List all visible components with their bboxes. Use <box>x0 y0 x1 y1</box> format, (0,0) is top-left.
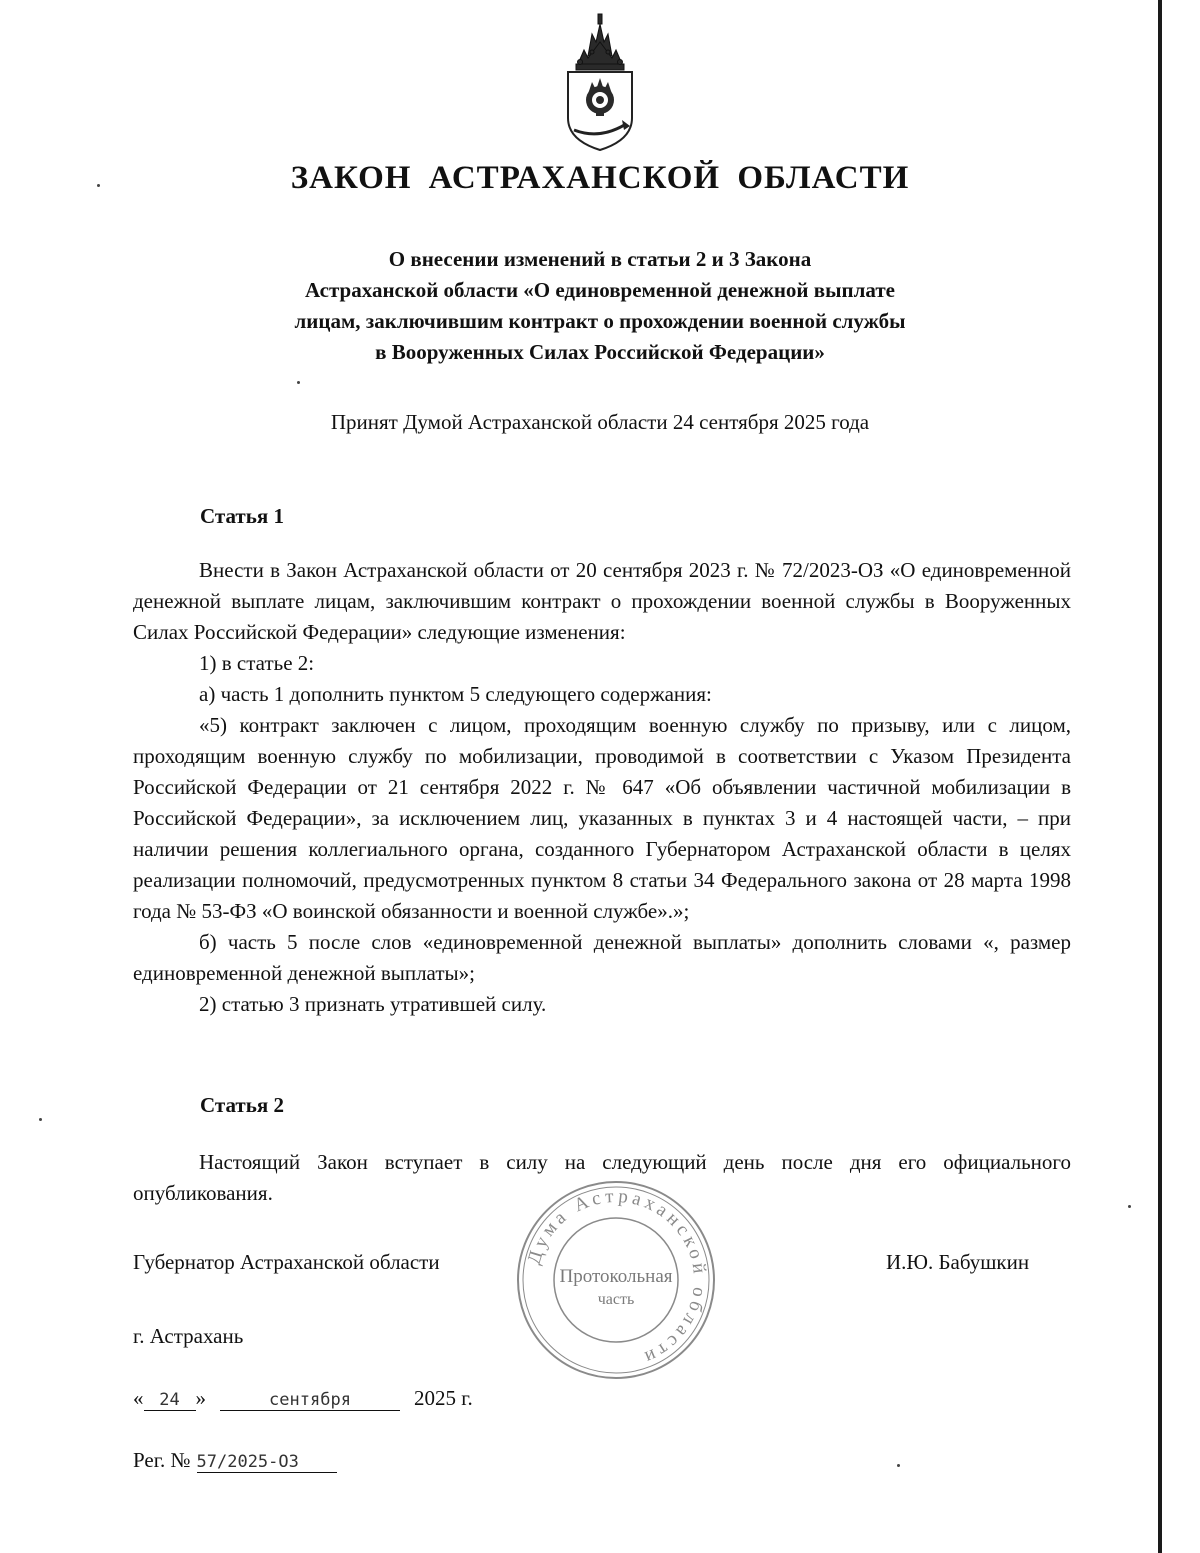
scan-speck <box>1128 1205 1131 1208</box>
subtitle-line: в Вооруженных Силах Российской Федерации» <box>375 340 825 364</box>
article-1-paragraph: б) часть 5 после слов «единовременной денежной выплаты» дополнить словами «, размер единовременной денежной выплаты»; <box>133 930 1071 985</box>
date-close-quote: » <box>195 1386 206 1410</box>
article-2-paragraph: Настоящий Закон вступает в силу на следующий день после дня его официального опубликования. <box>133 1150 1071 1205</box>
signing-date <box>133 1386 473 1411</box>
subtitle-line: О внесении изменений в статьи 2 и 3 Закона <box>388 247 812 271</box>
stamp-ring-text-path: Дума Астраханской области <box>523 1185 711 1370</box>
stamp-center-line-1: Протокольная <box>559 1266 673 1287</box>
article-1-paragraph: «5) контракт заключен с лицом, проходящим военную службу по призыву, или с лицом, проходящим военную службу по мобилизации, проводимой в соответствии с Указом Президента Российской Федерации от 21 сентября 2022 г. № 647 «Об объявлении частичной мобилизации в Российской Федерации», за исключением лиц, указанных в пунктах 3 и 4 настоящей части, – при наличии решения коллегиального органа, созданного Губернатором Астраханской области в целях реализации полномочий, предусмотренных пунктом 8 статьи 34 Федерального закона от 28 марта 1998 года № 53-ФЗ «О воинской обязанности и военной службе».»; <box>133 713 1071 923</box>
scan-speck <box>297 381 300 384</box>
article-1-title: Статья 1 <box>200 504 284 528</box>
article-1-body <box>133 555 1071 1020</box>
stamp-center-line-2: часть <box>597 1291 635 1308</box>
date-day: 24 <box>144 1390 196 1411</box>
scan-speck <box>39 1118 42 1121</box>
registration-number <box>133 1448 337 1473</box>
registration-value: 57/2025-ОЗ <box>197 1452 337 1473</box>
official-stamp <box>514 1178 718 1382</box>
subtitle-line: Астраханской области «О единовременной денежной выплате <box>305 278 895 302</box>
date-month: сентября <box>220 1390 400 1411</box>
article-2-title: Статья 2 <box>200 1093 284 1117</box>
astrakhan-coat-of-arms-icon <box>560 12 640 154</box>
article-1-paragraph: а) часть 1 дополнить пунктом 5 следующего содержания: <box>199 682 712 706</box>
article-1-paragraph: 1) в статье 2: <box>199 651 315 675</box>
signing-city: г. Астрахань <box>133 1324 244 1348</box>
registration-label: Рег. № <box>133 1448 191 1472</box>
scan-speck <box>897 1464 900 1467</box>
article-1-paragraph: Внести в Закон Астраханской области от 20 сентября 2023 г. № 72/2023-ОЗ «О единовременной денежной выплате лицам, заключившим контракт о прохождении военной службы в Вооруженных Силах Российской Федерации» следующие изменения: <box>133 558 1071 644</box>
law-subtitle <box>170 244 1030 368</box>
article-1-paragraph: 2) статью 3 признать утратившей силу. <box>199 992 547 1016</box>
signer-post: Губернатор Астраханской области <box>133 1250 440 1274</box>
subtitle-line: лицам, заключившим контракт о прохождении военной службы <box>294 309 906 333</box>
signer-name: И.Ю. Бабушкин <box>886 1250 1030 1274</box>
adoption-line: Принят Думой Астраханской области 24 сентября 2025 года <box>330 410 870 434</box>
date-year: 2025 г. <box>414 1386 473 1410</box>
law-title: ЗАКОН АСТРАХАНСКОЙ ОБЛАСТИ <box>290 160 910 196</box>
scan-speck <box>97 184 100 187</box>
scan-edge-line <box>1158 0 1162 1553</box>
date-open-quote: « <box>133 1386 144 1410</box>
